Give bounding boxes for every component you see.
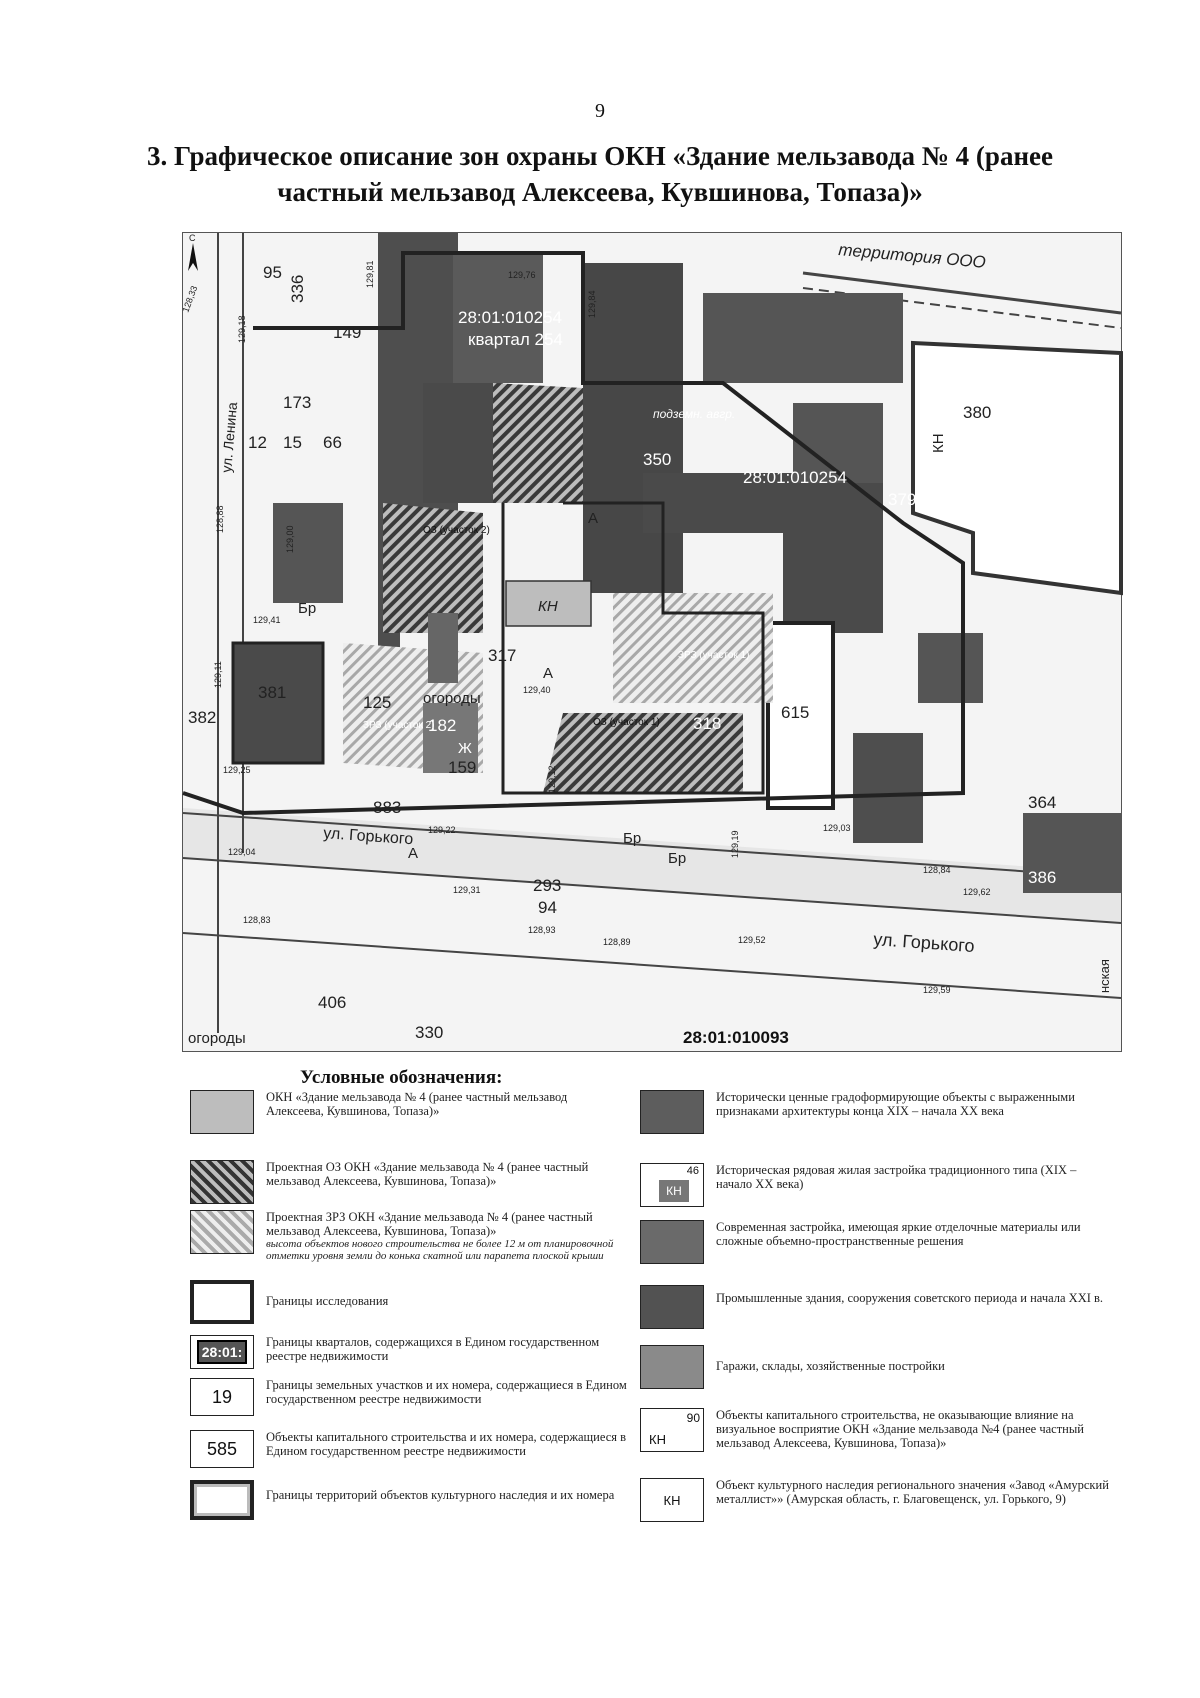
north-label: С bbox=[189, 233, 196, 243]
building bbox=[423, 383, 503, 503]
legend-item-okn bbox=[190, 1090, 610, 1134]
parcel-number: 336 bbox=[288, 274, 307, 303]
elevation: 129,22 bbox=[428, 825, 456, 835]
page-title: 3. Графическое описание зон охраны ОКН «Здание мельзавода № 4 (ранее частный мельзавод Алексеева, Кувшинова, Топаза)» bbox=[147, 141, 1053, 207]
legend-label: Современная застройка, имеющая яркие отделочные материалы или сложные объемно-пространственные решения bbox=[716, 1220, 1081, 1248]
legend-swatch: КН bbox=[640, 1478, 704, 1522]
legend-item-bounds bbox=[190, 1280, 630, 1324]
elevation: 129,76 bbox=[508, 270, 536, 280]
legend-label: Границы исследования bbox=[266, 1294, 389, 1308]
legend-item-terr bbox=[190, 1480, 630, 1520]
map-word: Ж bbox=[458, 740, 472, 757]
legend-swatch: 19 bbox=[190, 1378, 254, 1416]
elevation: 129,19 bbox=[730, 830, 740, 858]
legend-item-capital-num bbox=[190, 1430, 630, 1468]
parcel-number: 293 bbox=[533, 876, 562, 895]
legend-swatch bbox=[640, 1345, 704, 1389]
parcel-number: 94 bbox=[538, 898, 557, 917]
parcel-number: 159 bbox=[448, 758, 477, 777]
elevation: 129,84 bbox=[587, 290, 597, 318]
parcel-number: 149 bbox=[333, 323, 362, 342]
legend-swatch bbox=[190, 1480, 254, 1520]
elevation: 129,12 bbox=[547, 765, 557, 793]
legend-item-modern bbox=[640, 1220, 1110, 1264]
parcel-number: 379 bbox=[888, 490, 917, 509]
parcel-number: 615 bbox=[781, 703, 810, 722]
parcel-number: 15 bbox=[283, 433, 302, 452]
map-word: Бр bbox=[298, 600, 317, 617]
elevation: 129,41 bbox=[253, 615, 281, 625]
legend-title: Условные обозначения: bbox=[300, 1067, 503, 1088]
building bbox=[428, 613, 458, 683]
legend-swatch: КН 46 bbox=[640, 1163, 704, 1207]
legend-item-hist bbox=[640, 1090, 1110, 1134]
kn-label: КН bbox=[930, 433, 947, 453]
elevation: 129,40 bbox=[523, 685, 551, 695]
street-label: нская bbox=[1097, 959, 1112, 993]
legend-swatch bbox=[190, 1210, 254, 1254]
elevation: 129,62 bbox=[963, 887, 991, 897]
legend-label: Границы территорий объектов культурного наследия и их номера bbox=[266, 1488, 615, 1502]
parcel-number: 381 bbox=[258, 683, 287, 702]
parcel-number: 95 bbox=[263, 263, 282, 282]
legend-label: Границы земельных участков и их номера, содержащиеся в Едином государственном реестре недвижимости bbox=[266, 1378, 627, 1406]
kn-380-building bbox=[913, 343, 1121, 593]
legend-item-capital bbox=[640, 1408, 1110, 1452]
parcel-number: 386 bbox=[1028, 868, 1057, 887]
legend-label: Гаражи, склады, хозяйственные постройки bbox=[716, 1359, 945, 1373]
legend-label: Объекты капитального строительства и их номера, содержащиеся в Едином государственном реестре недвижимости bbox=[266, 1430, 627, 1458]
legend-swatch bbox=[190, 1160, 254, 1204]
legend-item-garages bbox=[640, 1345, 1110, 1389]
elevation: 128,83 bbox=[243, 915, 271, 925]
elevation: 129,31 bbox=[453, 885, 481, 895]
parcel-number: 330 bbox=[415, 1023, 444, 1042]
underground-label: подземн. авгр. bbox=[653, 407, 736, 421]
legend-swatch bbox=[640, 1090, 704, 1134]
street-label: ул. Горького bbox=[872, 929, 976, 957]
legend-swatch bbox=[190, 1280, 254, 1324]
zone-zrz-1 bbox=[613, 593, 773, 703]
legend-swatch bbox=[190, 1090, 254, 1134]
parcel-number: 66 bbox=[323, 433, 342, 452]
legend-item-oz bbox=[190, 1160, 630, 1204]
map-word: А bbox=[543, 665, 554, 682]
elevation: 129,52 bbox=[738, 935, 766, 945]
parcel-number: 317 bbox=[488, 646, 517, 665]
legend-swatch bbox=[640, 1220, 704, 1264]
cadastral-label: 28:01:010254 bbox=[458, 308, 562, 327]
cadastral-label: 28:01:010254 bbox=[743, 468, 847, 487]
legend-item-parcels bbox=[190, 1378, 630, 1416]
legend-label: ОКН «Здание мельзавода № 4 (ранее частный мельзавод Алексеева, Кувшинова, Топаза)» bbox=[266, 1090, 568, 1118]
legend-label: Объект культурного наследия регионального значения «Завод «Амурский металлист»» (Амурская область, г. Благовещенск, ул. Горького, 9) bbox=[716, 1478, 1109, 1506]
parcel-number: 12 bbox=[248, 433, 267, 452]
elevation: 129,11 bbox=[213, 661, 223, 688]
parcel-number: 173 bbox=[283, 393, 312, 412]
legend-note: высота объектов нового строительства не более 12 м от планировочной отметки уровня земли до конька скатной или парапета плоской крыши bbox=[266, 1238, 614, 1262]
legend-label: Объекты капитального строительства, не оказывающие влияние на визуальное восприятие ОКН «Здание мельзавода №4 (ранее частный мельзавод Алексеева, Кувшинова, Топаза)» bbox=[716, 1408, 1084, 1450]
map-word: огороды bbox=[423, 690, 481, 707]
cadastral-label: квартал 254 bbox=[468, 330, 563, 349]
building bbox=[918, 633, 983, 703]
building bbox=[583, 263, 683, 593]
legend-item-industrial bbox=[640, 1285, 1110, 1329]
elevation: 129,59 bbox=[923, 985, 951, 995]
building bbox=[273, 503, 343, 603]
map-word: огороды bbox=[188, 1030, 246, 1047]
legend-swatch: 585 bbox=[190, 1430, 254, 1468]
parcel-number: 318 bbox=[693, 714, 722, 733]
elevation: 129,25 bbox=[223, 765, 251, 775]
zone-label: ЗРЗ (участок 1) bbox=[678, 650, 750, 661]
zone-label: ОЗ (участок 2) bbox=[423, 525, 490, 536]
building bbox=[233, 643, 323, 763]
zone-label: ОЗ (участок 1) bbox=[593, 717, 660, 728]
elevation: 128,33 bbox=[180, 284, 200, 314]
legend-label: Промышленные здания, сооружения советского периода и начала XXI в. bbox=[716, 1291, 1104, 1305]
zone-oz-2 bbox=[493, 383, 583, 503]
legend-label: Границы кварталов, содержащихся в Едином государственном реестре недвижимости bbox=[266, 1335, 600, 1363]
legend-item-object bbox=[640, 1478, 1110, 1522]
map-word: А bbox=[408, 845, 419, 862]
parcel-number: 883 bbox=[373, 798, 402, 817]
parcel-number: 364 bbox=[1028, 793, 1057, 812]
elevation: 129,03 bbox=[823, 823, 851, 833]
street-label: ул. Горького bbox=[322, 825, 414, 849]
legend-swatch bbox=[640, 1285, 704, 1329]
legend-item-row bbox=[640, 1163, 1110, 1207]
elevation: 128,88 bbox=[215, 505, 225, 533]
okn-label: КН bbox=[538, 598, 558, 615]
legend-item-zrz bbox=[190, 1210, 630, 1262]
elevation: 128,84 bbox=[923, 865, 951, 875]
building bbox=[853, 733, 923, 843]
map-word: Бр bbox=[668, 850, 687, 867]
legend-swatch: КН 90 bbox=[640, 1408, 704, 1452]
map-word: Бр bbox=[623, 830, 642, 847]
elevation: 128,89 bbox=[603, 937, 631, 947]
elevation: 129,18 bbox=[237, 315, 247, 343]
parcel-number: 350 bbox=[643, 450, 672, 469]
parcel-number: 182 bbox=[428, 716, 457, 735]
legend-label: Историческая рядовая жилая застройка традиционного типа (XIX – начало XX века) bbox=[716, 1163, 1077, 1191]
territory-label: территория ООО bbox=[837, 240, 987, 272]
map-word: А bbox=[588, 510, 599, 527]
elevation: 129,04 bbox=[228, 847, 256, 857]
zone-label: ЗРЗ (участок 2) bbox=[363, 720, 435, 731]
road-edge bbox=[183, 933, 1121, 998]
north-arrow-icon bbox=[188, 243, 198, 271]
legend-label: Исторически ценные градоформирующие объекты с выраженными признаками архитектуры конца XIX – начала XX века bbox=[716, 1090, 1075, 1118]
legend-label: Проектная ЗРЗ ОКН «Здание мельзавода № 4 (ранее частный мельзавод Алексеева, Кувшинова, Топаза)» bbox=[266, 1210, 593, 1238]
building bbox=[703, 293, 903, 383]
legend-label: Проектная ОЗ ОКН «Здание мельзавода № 4 (ранее частный мельзавод Алексеева, Кувшинова, Топаза)» bbox=[266, 1160, 589, 1188]
cadastral-label: 28:01:010093 bbox=[683, 1028, 789, 1047]
elevation: 129,00 bbox=[285, 525, 295, 553]
legend-item-kvartal bbox=[190, 1335, 630, 1369]
parcel-number: 406 bbox=[318, 993, 347, 1012]
page-number: 9 bbox=[595, 100, 605, 122]
street-label: ул. Ленина bbox=[218, 401, 241, 474]
elevation: 129,81 bbox=[365, 260, 375, 288]
elevation: 128,93 bbox=[528, 925, 556, 935]
legend-swatch: 28:01: bbox=[190, 1335, 254, 1369]
parcel-number: 380 bbox=[963, 403, 992, 422]
parcel-number: 125 bbox=[363, 693, 392, 712]
zone-map[interactable] bbox=[182, 232, 1122, 1052]
parcel-number: 382 bbox=[188, 708, 217, 727]
